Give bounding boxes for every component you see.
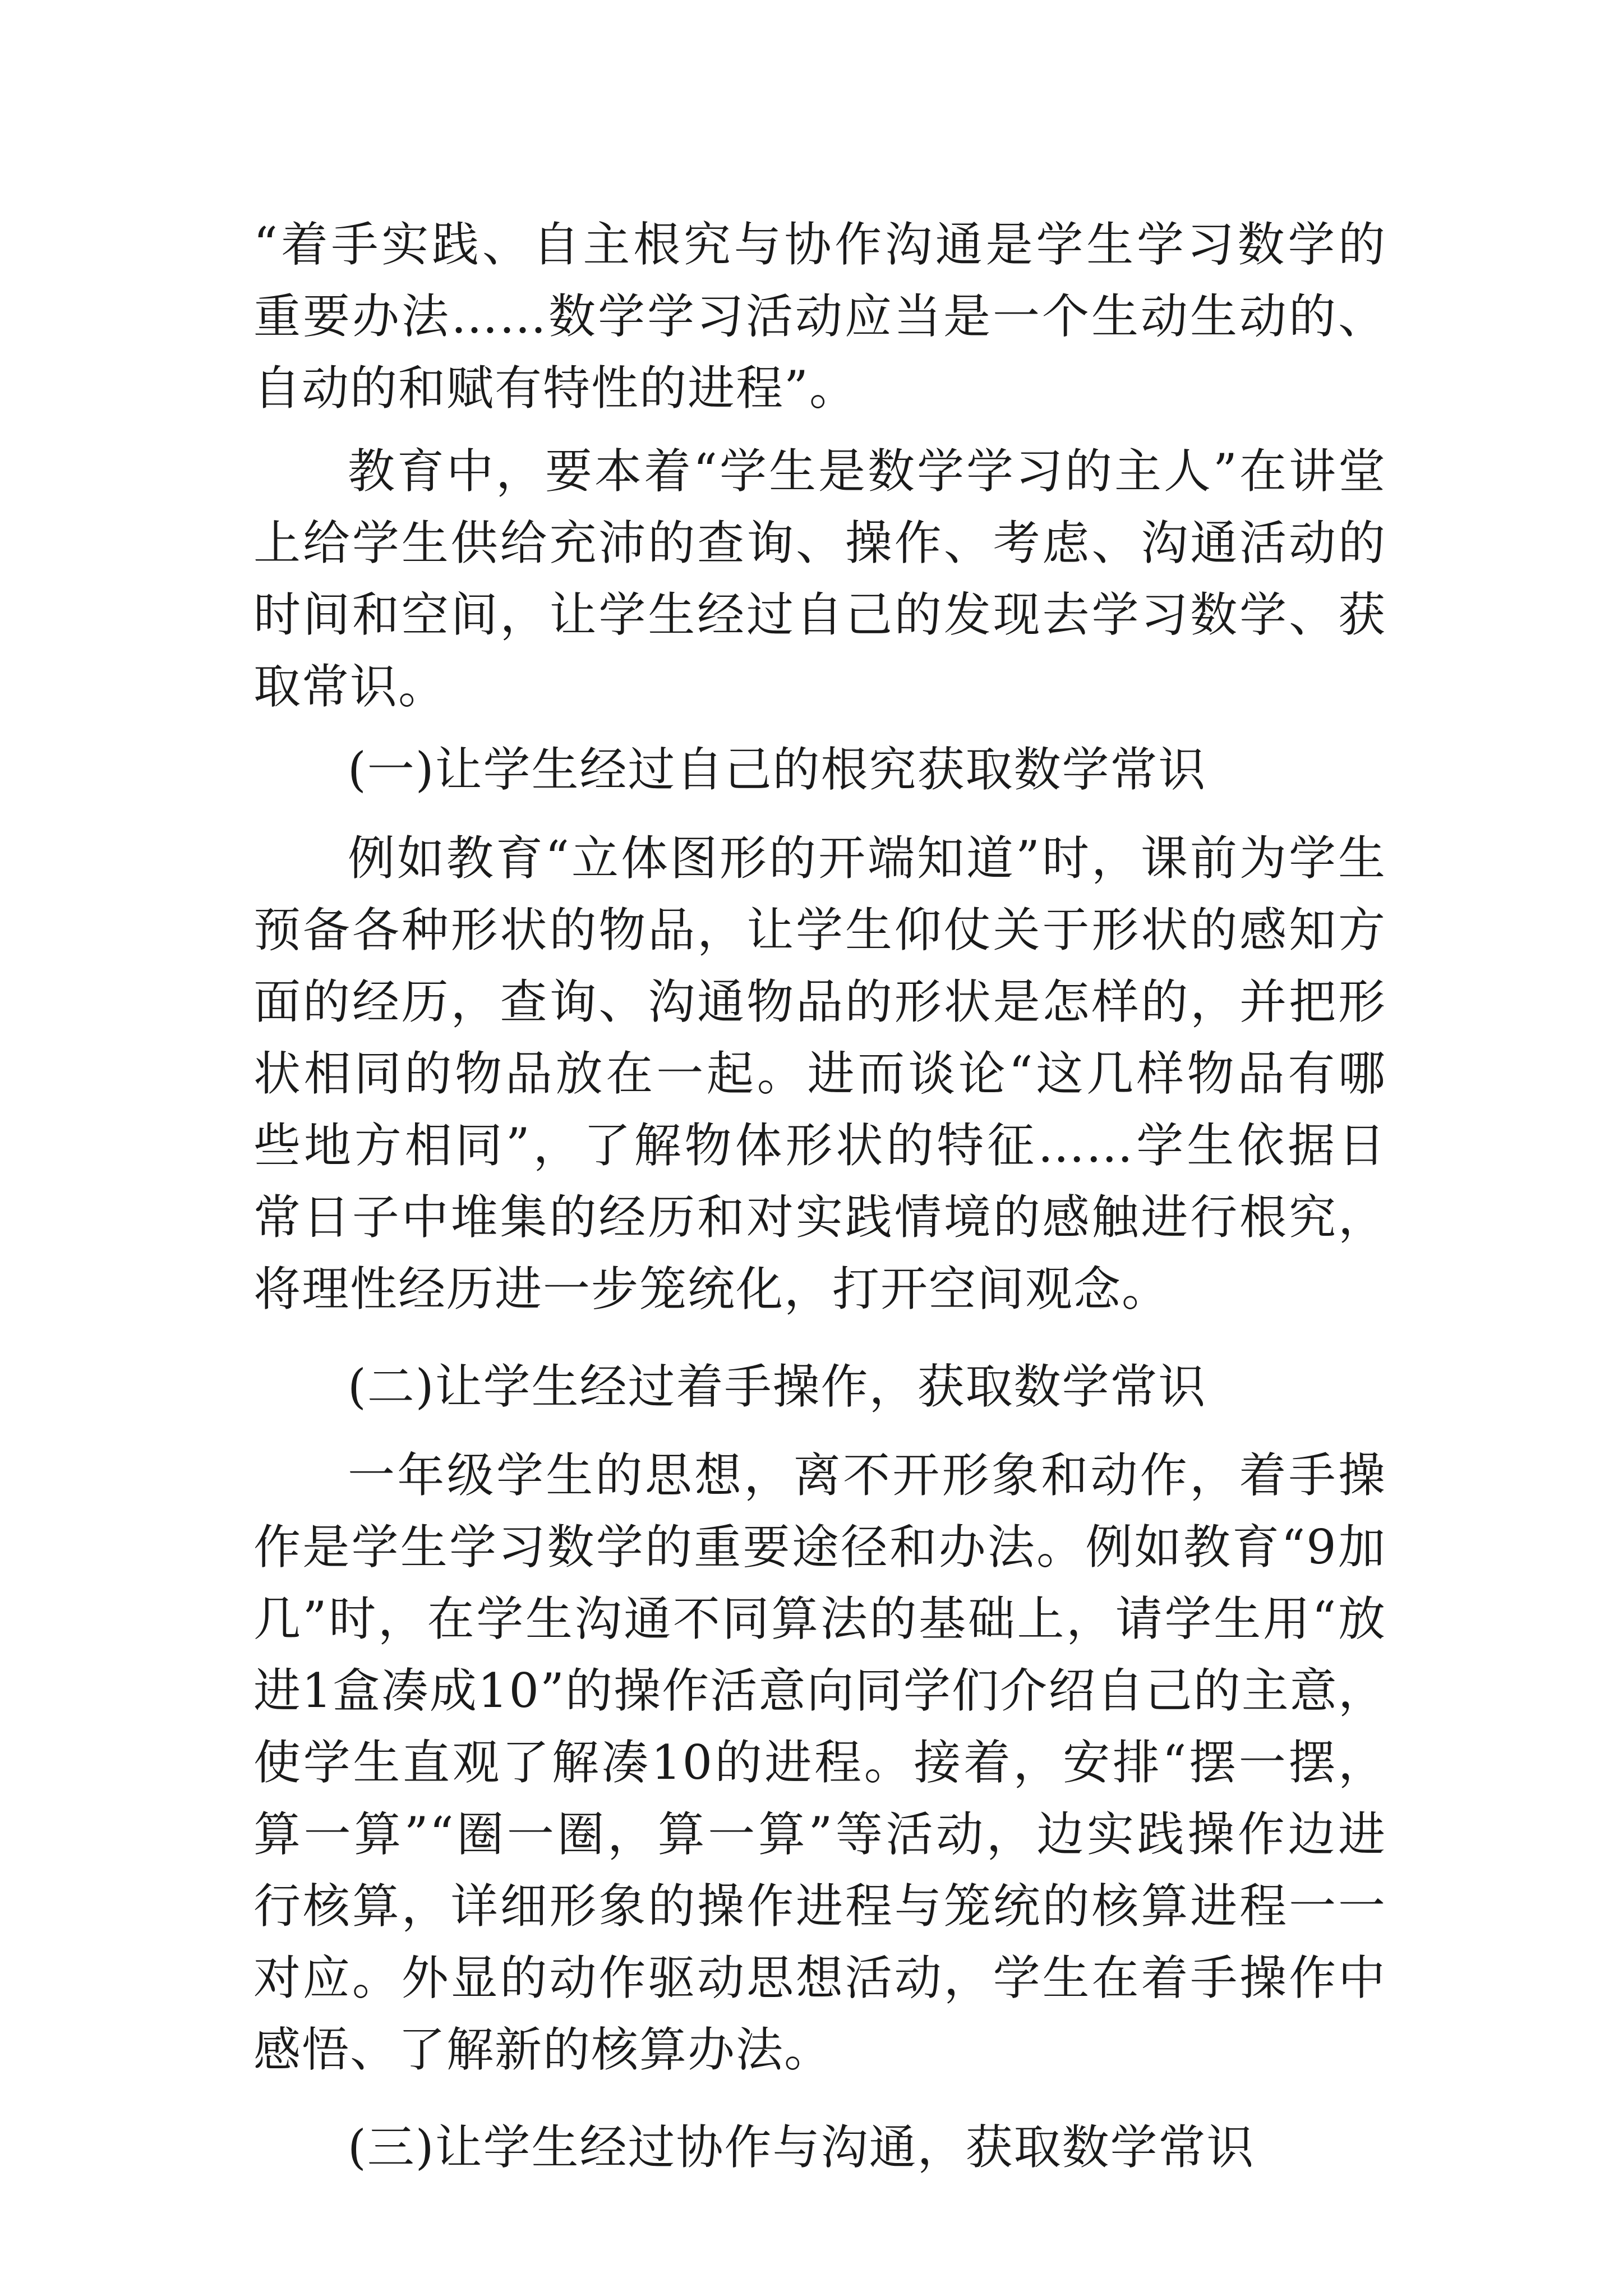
paragraph-teaching-principle: 教育中，要本着“学生是数学学习的主人”在讲堂上给学生供给充沛的查询、操作、考虑、沟通活动的时间和空间，让学生经过自己的发现去学习数学、获取常识。	[253, 444, 1386, 714]
paragraph-quote: “着手实践、自主根究与协作沟通是学生学习数学的重要办法……数学学习活动应当是一个生动生动的、自动的和赋有特性的进程”。	[253, 217, 1386, 416]
section-heading-1: (一)让学生经过自己的根究获取数学常识	[348, 742, 1207, 797]
section-heading-2: (二)让学生经过着手操作，获取数学常识	[348, 1359, 1207, 1414]
paragraph-hands-on-operation: 一年级学生的思想，离不开形象和动作，着手操作是学生学习数学的重要途径和办法。例如教育“9加几”时，在学生沟通不同算法的基础上，请学生用“放进1盒凑成10”的操作活意向同学们介绍自己的主意，使学生直观了解凑10的进程。接着，安排“摆一摆，算一算”“圈一圈，算一算”等活动，边实践操作边进行核算，详细形象的操作进程与笼统的核算进程一一对应。外显的动作驱动思想活动，学生在着手操作中感悟、了解新的核算办法。	[253, 1448, 1386, 2077]
section-heading-3: (三)让学生经过协作与沟通，获取数学常识	[348, 2120, 1255, 2175]
paragraph-example-solid-shapes: 例如教育“立体图形的开端知道”时，课前为学生预备各种形状的物品，让学生仰仗关于形状的感知方面的经历，查询、沟通物品的形状是怎样的，并把形状相同的物品放在一起。进而谈论“这几样物品有哪些地方相同”，了解物体形状的特征……学生依据日常日子中堆集的经历和对实践情境的感触进行根究，将理性经历进一步笼统化，打开空间观念。	[253, 831, 1386, 1317]
document-body	[253, 209, 1386, 2183]
